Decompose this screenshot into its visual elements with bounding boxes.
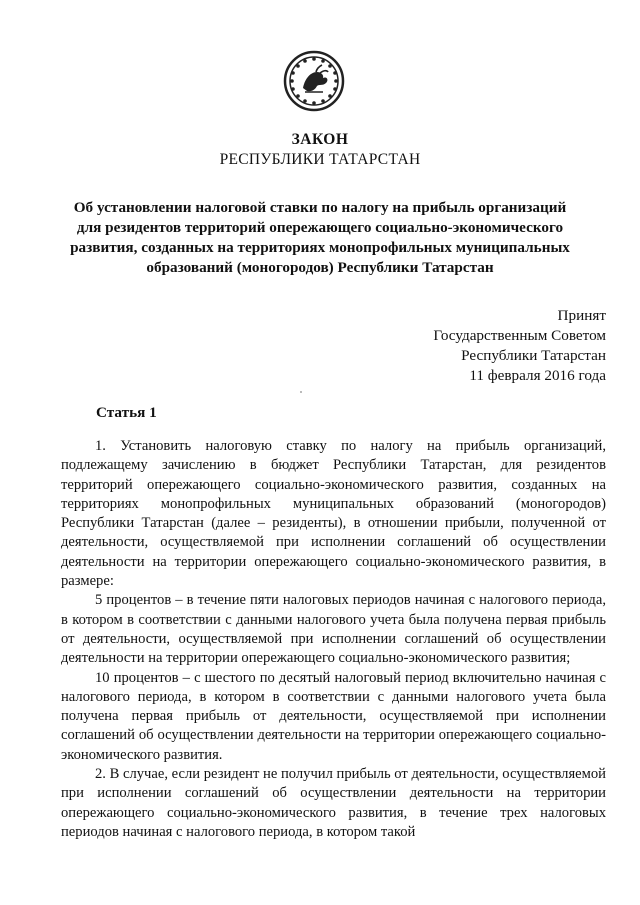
adopted-line: Принят [557,307,606,324]
article-title: Статья 1 [96,404,157,421]
scan-speck [300,391,302,393]
law-title: ЗАКОН [291,131,349,148]
paragraph: 1. Установить налоговую ставку по налогу на прибыль организаций, подлежащему зачислению в бюджет Республики Татарстан, для резидентов территорий опережающего социально-экономического развития, созданных на территориях монопрофильных муниципальных образований (моногородов) Республики Татарстан (далее – резиденты), в отношении прибыли, полученной от деятельности, осуществляемой при исполнении соглашений об осуществлении деятельности на территории опережающего социально-экономического развития, в размере: [61,438,606,590]
adopted-line: Государственным Советом [433,327,606,344]
adopted-line: Республики Татарстан [461,347,606,364]
law-heading: Об установлении налоговой ставки по налогу на прибыль организаций для резидентов территорий опережающего социально-экономического развития, созданных на территориях монопрофильных муниципальных образований (моногородов) Республики Татарстан [70,199,570,276]
law-subtitle: РЕСПУБЛИКИ ТАТАРСТАН [219,151,421,168]
paragraph: 10 процентов – с шестого по десятый налоговый период включительно начиная с налогового периода, в котором в соответствии с данными налогового учета была получена первая прибыль от деятельности, осуществляемой при исполнении соглашений об осуществлении деятельности на территории опережающего социально-экономического развития. [61,669,606,763]
paragraph: 5 процентов – в течение пяти налоговых периодов начиная с налогового периода, в котором в соответствии с данными налогового учета была получена первая прибыль от деятельности, осуществляемой при исполнении соглашений об осуществлении деятельности на территории опережающего социально-экономического развития; [61,592,606,667]
adoption-block [433,306,606,386]
tatarstan-coat-of-arms-icon [283,50,345,112]
adopted-date: 11 февраля 2016 года [469,367,606,384]
article-body [61,437,606,842]
paragraph: 2. В случае, если резидент не получил прибыль от деятельности, осуществляемой при исполнении соглашений об осуществлении деятельности на территории опережающего социально-экономического развития, в течение трех налоговых периодов начиная с налогового периода, в котором такой [61,766,606,840]
